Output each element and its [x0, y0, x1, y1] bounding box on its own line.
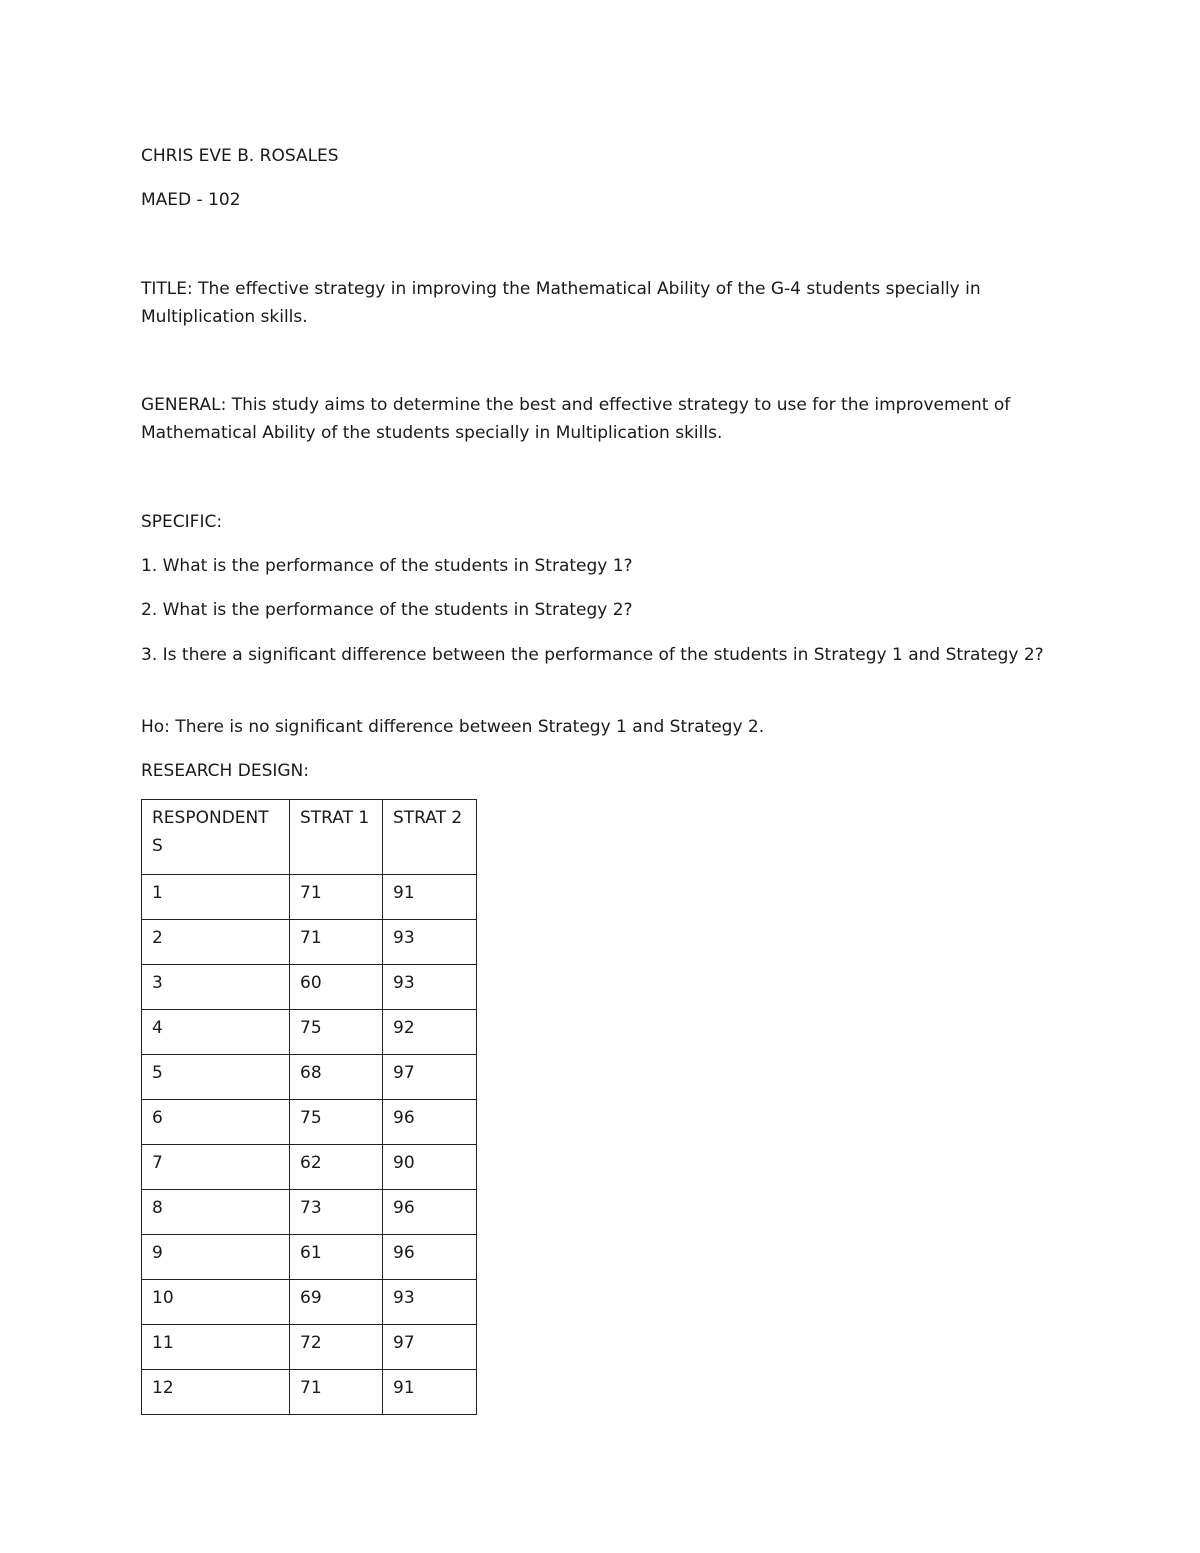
strat-1-cell: 71 — [290, 1370, 383, 1415]
table-row — [142, 920, 477, 965]
column-header-respondents: RESPONDENTS — [142, 800, 290, 875]
respondent-cell: 7 — [142, 1145, 290, 1190]
strat-1-cell: 75 — [290, 1100, 383, 1145]
strat-1-cell: 62 — [290, 1145, 383, 1190]
strat-2-cell: 91 — [383, 875, 477, 920]
general-objective: GENERAL: This study aims to determine the best and effective strategy to use for the improvement of Mathematical Ability of the students specially in Multiplication skills. — [141, 395, 1011, 443]
table-row — [142, 1280, 477, 1325]
table-row — [142, 1190, 477, 1235]
table-row — [142, 965, 477, 1010]
table-row — [142, 1010, 477, 1055]
table-header-row — [142, 800, 477, 875]
strat-1-cell: 72 — [290, 1325, 383, 1370]
strat-1-cell: 75 — [290, 1010, 383, 1055]
table-row — [142, 1145, 477, 1190]
table-row — [142, 1235, 477, 1280]
strat-1-cell: 61 — [290, 1235, 383, 1280]
respondent-cell: 10 — [142, 1280, 290, 1325]
respondent-cell: 9 — [142, 1235, 290, 1280]
respondent-cell: 8 — [142, 1190, 290, 1235]
table-row — [142, 1100, 477, 1145]
strat-1-cell: 71 — [290, 920, 383, 965]
specific-question-1: 1. What is the performance of the students in Strategy 1? — [141, 556, 633, 576]
respondent-cell: 6 — [142, 1100, 290, 1145]
strat-1-cell: 68 — [290, 1055, 383, 1100]
strat-1-cell: 69 — [290, 1280, 383, 1325]
respondent-cell: 5 — [142, 1055, 290, 1100]
study-title: TITLE: The effective strategy in improving the Mathematical Ability of the G-4 students specially in Multiplication skills. — [141, 279, 981, 327]
strat-2-cell: 97 — [383, 1055, 477, 1100]
strat-1-cell: 71 — [290, 875, 383, 920]
specific-heading: SPECIFIC: — [141, 512, 223, 532]
strat-2-cell: 93 — [383, 920, 477, 965]
strat-2-cell: 91 — [383, 1370, 477, 1415]
strat-1-cell: 60 — [290, 965, 383, 1010]
strat-2-cell: 96 — [383, 1190, 477, 1235]
specific-question-2: 2. What is the performance of the students in Strategy 2? — [141, 600, 633, 620]
strat-1-cell: 73 — [290, 1190, 383, 1235]
column-header-strat-2: STRAT 2 — [383, 800, 477, 875]
strat-2-cell: 93 — [383, 965, 477, 1010]
table-row — [142, 1055, 477, 1100]
respondent-cell: 12 — [142, 1370, 290, 1415]
respondent-cell: 1 — [142, 875, 290, 920]
research-design-heading: RESEARCH DESIGN: — [141, 761, 309, 781]
respondent-cell: 11 — [142, 1325, 290, 1370]
respondent-cell: 2 — [142, 920, 290, 965]
table-row — [142, 875, 477, 920]
strat-2-cell: 93 — [383, 1280, 477, 1325]
table-row — [142, 1325, 477, 1370]
respondent-cell: 4 — [142, 1010, 290, 1055]
respondent-cell: 3 — [142, 965, 290, 1010]
specific-question-3: 3. Is there a significant difference between the performance of the students in Strategy 1 and Strategy 2? — [141, 645, 1044, 665]
table-row — [142, 1370, 477, 1415]
course-code: MAED - 102 — [141, 190, 241, 210]
null-hypothesis: Ho: There is no significant difference between Strategy 1 and Strategy 2. — [141, 717, 765, 737]
research-design-table — [141, 799, 477, 1415]
strat-2-cell: 92 — [383, 1010, 477, 1055]
strat-2-cell: 90 — [383, 1145, 477, 1190]
strat-2-cell: 97 — [383, 1325, 477, 1370]
author-name: CHRIS EVE B. ROSALES — [141, 146, 339, 166]
strat-2-cell: 96 — [383, 1235, 477, 1280]
column-header-strat-1: STRAT 1 — [290, 800, 383, 875]
strat-2-cell: 96 — [383, 1100, 477, 1145]
